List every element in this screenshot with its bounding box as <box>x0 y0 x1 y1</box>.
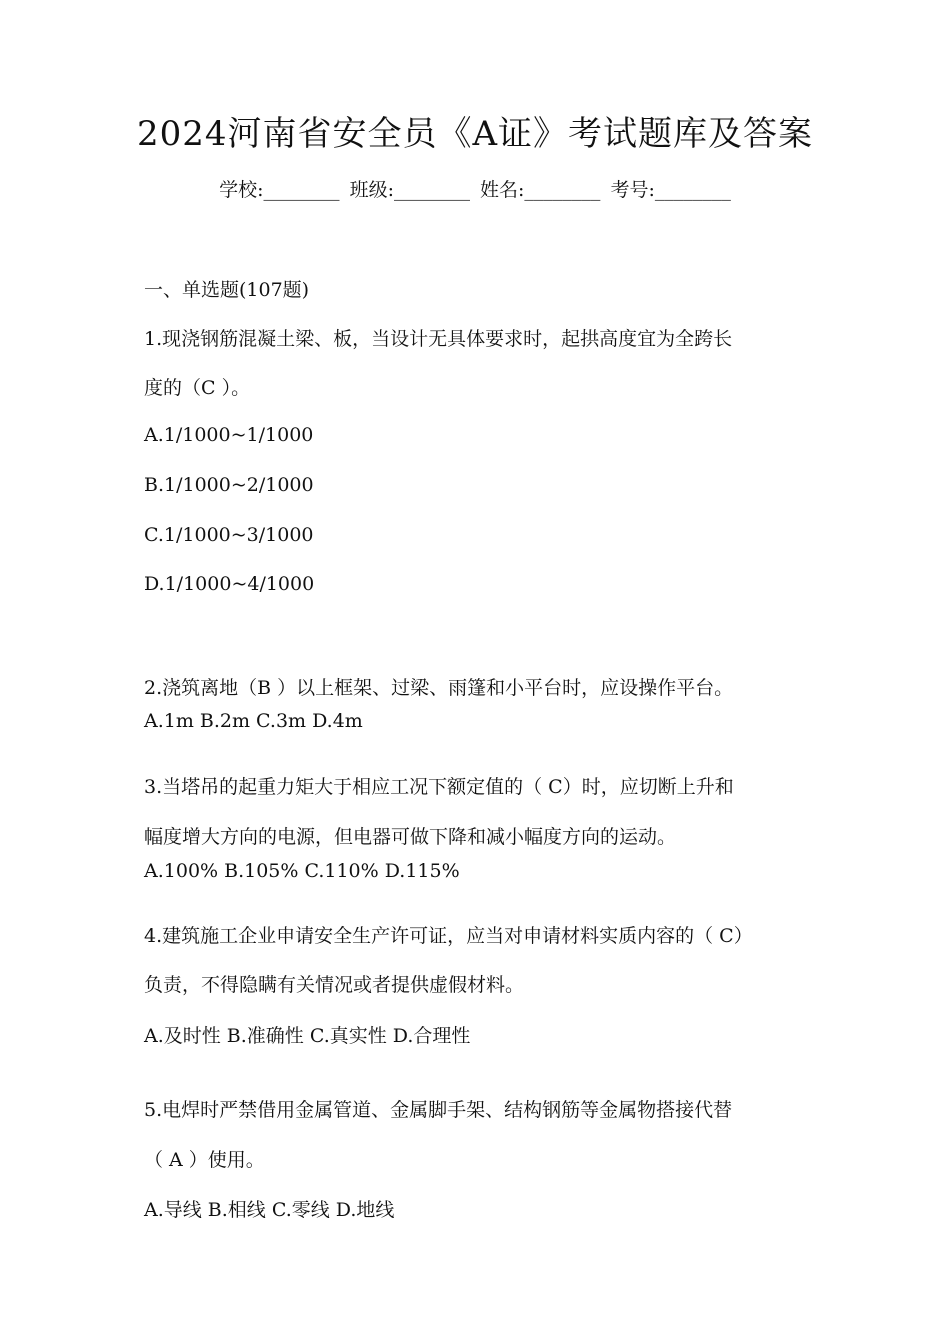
field-name: 姓名:________ <box>480 179 601 201</box>
question-4-line-2: 负责，不得隐瞒有关情况或者提供虚假材料。 <box>144 974 525 996</box>
question-3-options: A.100% B.105% C.110% D.115% <box>144 860 460 882</box>
question-1-option-a: A.1/1000~1/1000 <box>144 424 314 446</box>
question-3-line-2: 幅度增大方向的电源，但电器可做下降和减小幅度方向的运动。 <box>144 826 677 848</box>
question-5-line-1: 5.电焊时严禁借用金属管道、金属脚手架、结构钢筋等金属物搭接代替 <box>144 1099 733 1121</box>
question-1-line-1: 1.现浇钢筋混凝土梁、板，当设计无具体要求时，起拱高度宜为全跨长 <box>144 328 733 350</box>
student-info-fields <box>0 175 950 202</box>
question-5-options: A.导线 B.相线 C.零线 D.地线 <box>144 1199 395 1221</box>
question-1-option-d: D.1/1000~4/1000 <box>144 573 315 595</box>
document-title: 2024河南省安全员《A证》考试题库及答案 <box>136 114 814 154</box>
question-4-line-1: 4.建筑施工企业申请安全生产许可证，应当对申请材料实质内容的（ C） <box>144 925 753 947</box>
question-1-option-b: B.1/1000~2/1000 <box>144 474 314 496</box>
field-school: 学校:________ <box>219 179 340 201</box>
question-5-line-2: （ A ）使用。 <box>144 1149 265 1171</box>
question-2-line-1: 2.浇筑离地（B ）以上框架、过梁、雨篷和小平台时，应设操作平台。 <box>144 677 734 699</box>
section-heading: 一、单选题(107题) <box>144 279 310 301</box>
question-4-options: A.及时性 B.准确性 C.真实性 D.合理性 <box>144 1025 471 1047</box>
field-class: 班级:________ <box>349 179 470 201</box>
question-1-option-c: C.1/1000~3/1000 <box>144 524 314 546</box>
question-1-line-2: 度的（C ）。 <box>144 377 251 399</box>
field-exam-number: 考号:________ <box>610 179 731 201</box>
question-3-line-1: 3.当塔吊的起重力矩大于相应工况下额定值的（ C）时，应切断上升和 <box>144 776 734 798</box>
question-2-options: A.1m B.2m C.3m D.4m <box>144 710 363 732</box>
